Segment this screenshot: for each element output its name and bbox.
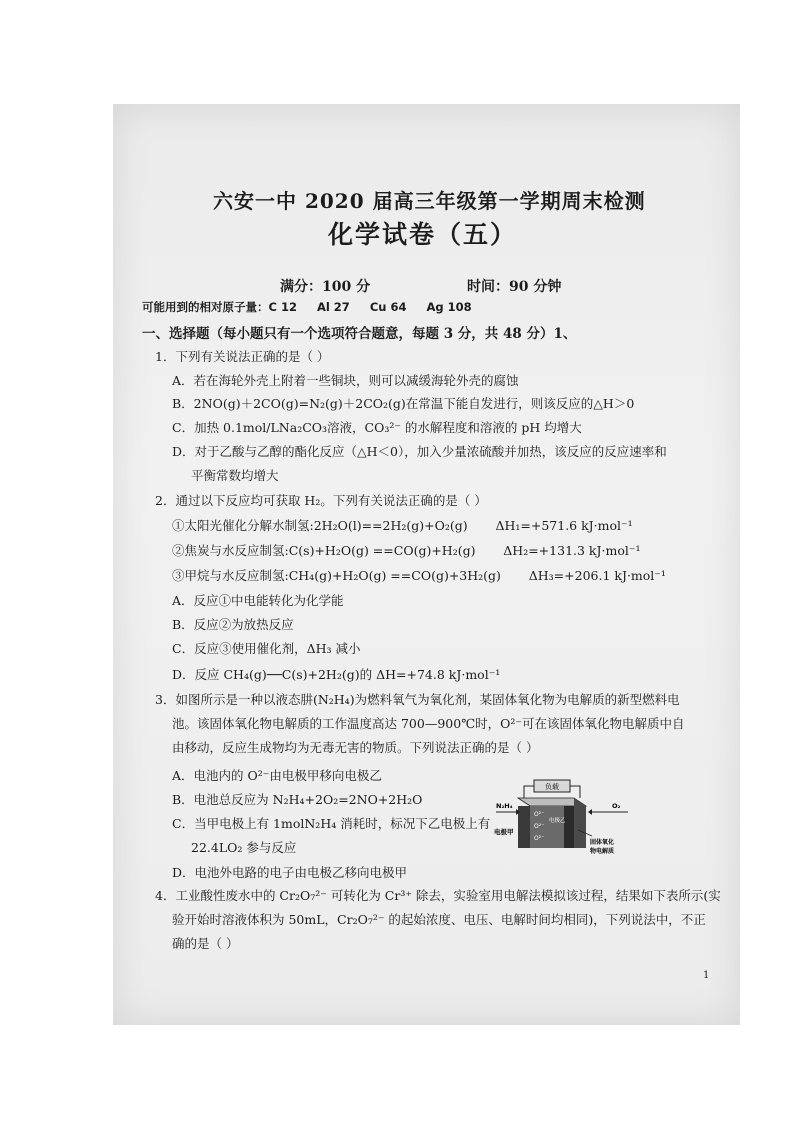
page-number: 1 [703, 970, 710, 981]
question-3-option-b: B．电池总反应为 N₂H₄+2O₂=2NO+2H₂O [172, 792, 423, 807]
exam-subtitle: 化学试卷（五） [328, 220, 518, 249]
ion-label-1: O²⁻ [534, 811, 545, 818]
section-heading: 一、选择题（每小题只有一个选项符合题意，每题 3 分，共 48 分）1、 [142, 326, 577, 342]
electrode-b-block [564, 806, 574, 848]
electrode-a-block [518, 806, 530, 848]
question-1-option-d: D．对于乙酸与乙醇的酯化反应（△H＜0），加入少量浓硫酸并加热，该反应的反应速率和 [172, 444, 667, 459]
question-2-option-d: D．反应 CH₄(g)──C(s)+2H₂(g)的 ΔH=+74.8 kJ·mol⁻¹ [172, 667, 501, 682]
question-2-option-a: A．反应①中电能转化为化学能 [172, 593, 344, 608]
fuel-cell-diagram [494, 778, 630, 858]
wire-right [570, 786, 580, 798]
question-4-stem-line-2: 验开始时溶液体积为 50mL，Cr₂O₇²⁻ 的起始浓度、电压、电解时间均相同)，下列说法中，不正 [172, 912, 706, 927]
atomic-masses: 可能用到的相对原子量：C 12 Al 27 Cu 64 Ag 108 [142, 300, 472, 314]
question-3-option-d: D．电池外电路的电子由电极乙移向电极甲 [172, 865, 408, 880]
question-1-stem: 1．下列有关说法正确的是（ ） [155, 349, 330, 364]
question-2-option-b: B．反应②为放热反应 [172, 617, 294, 632]
question-1-option-a: A．若在海轮外壳上附着一些铜块，则可以减缓海轮外壳的腐蚀 [172, 373, 519, 388]
question-2-option-c: C．反应③使用催化剂，ΔH₃ 减小 [172, 641, 361, 656]
question-2-reaction-2: ②焦炭与水反应制氢:C(s)+H₂O(g) ==CO(g)+H₂(g) ΔH₂=+131.3 kJ·mol⁻¹ [172, 543, 641, 558]
electrolyte-label-2: 物电解质 [590, 848, 615, 855]
oxygen-arrowhead [588, 809, 592, 815]
question-3-stem-line-3: 由移动，反应生成物均为无毒无害的物质。下列说法正确的是（ ） [172, 740, 539, 755]
exam-title: 六安一中 2020 届高三年级第一学期周末检测 [213, 189, 646, 213]
question-3-option-c-cont: 22.4LO₂ 参与反应 [191, 840, 297, 855]
question-1-option-c: C．加热 0.1mol/LNa₂CO₃溶液，CO₃²⁻ 的水解程度和溶液的 pH 均增大 [172, 420, 582, 435]
question-3-stem-line-1: 3．如图所示是一种以液态肼(N₂H₄)为燃料氧气为氧化剂，某固体氧化物为电解质的新型燃料电 [155, 692, 680, 707]
exam-time: 时间：90 分钟 [467, 279, 562, 295]
question-4-stem-line-3: 确的是（ ） [172, 936, 239, 951]
question-3-stem-line-2: 池。该固体氧化物电解质的工作温度高达 700—900℃时，O²⁻可在该固体氧化物电解质中自 [172, 716, 685, 731]
question-3-option-a: A．电池内的 O²⁻由电极甲移向电极乙 [172, 768, 382, 783]
ion-label-2: O²⁻ [534, 823, 545, 830]
full-score: 满分：100 分 [280, 279, 371, 295]
question-2-stem: 2．通过以下反应均可获取 H₂。下列有关说法正确的是（ ） [155, 493, 487, 508]
electrode-b-label: 电极乙 [549, 818, 566, 824]
question-1-option-d-cont: 平衡常数均增大 [191, 468, 279, 483]
question-1-option-b: B．2NO(g)＋2CO(g)=N₂(g)＋2CO₂(g)在常温下能自发进行，则该反应的△H＞0 [172, 396, 635, 411]
electrolyte-label-1: 固体氧化 [590, 839, 615, 846]
question-2-reaction-3: ③甲烷与水反应制氢:CH₄(g)+H₂O(g) ==CO(g)+3H₂(g) ΔH₃=+206.1 kJ·mol⁻¹ [172, 568, 666, 583]
question-3-option-c: C．当甲电极上有 1molN₂H₄ 消耗时，标况下乙电极上有 [172, 816, 491, 831]
wire-left [524, 786, 534, 798]
ion-label-3: O²⁻ [534, 835, 545, 842]
cell-side [574, 798, 586, 848]
electrode-a-label: 电极甲 [494, 828, 514, 836]
fuel-label: N₂H₄ [496, 802, 513, 810]
question-2-reaction-1: ①太阳光催化分解水制氢:2H₂O(l)==2H₂(g)+O₂(g) ΔH₁=+571.6 kJ·mol⁻¹ [172, 518, 633, 533]
question-4-stem-line-1: 4．工业酸性废水中的 Cr₂O₇²⁻ 可转化为 Cr³⁺ 除去，实验室用电解法模拟该过程，结果如下表所示(实 [155, 888, 721, 903]
load-label: 负载 [545, 783, 559, 791]
oxygen-label: O₂ [612, 802, 621, 810]
